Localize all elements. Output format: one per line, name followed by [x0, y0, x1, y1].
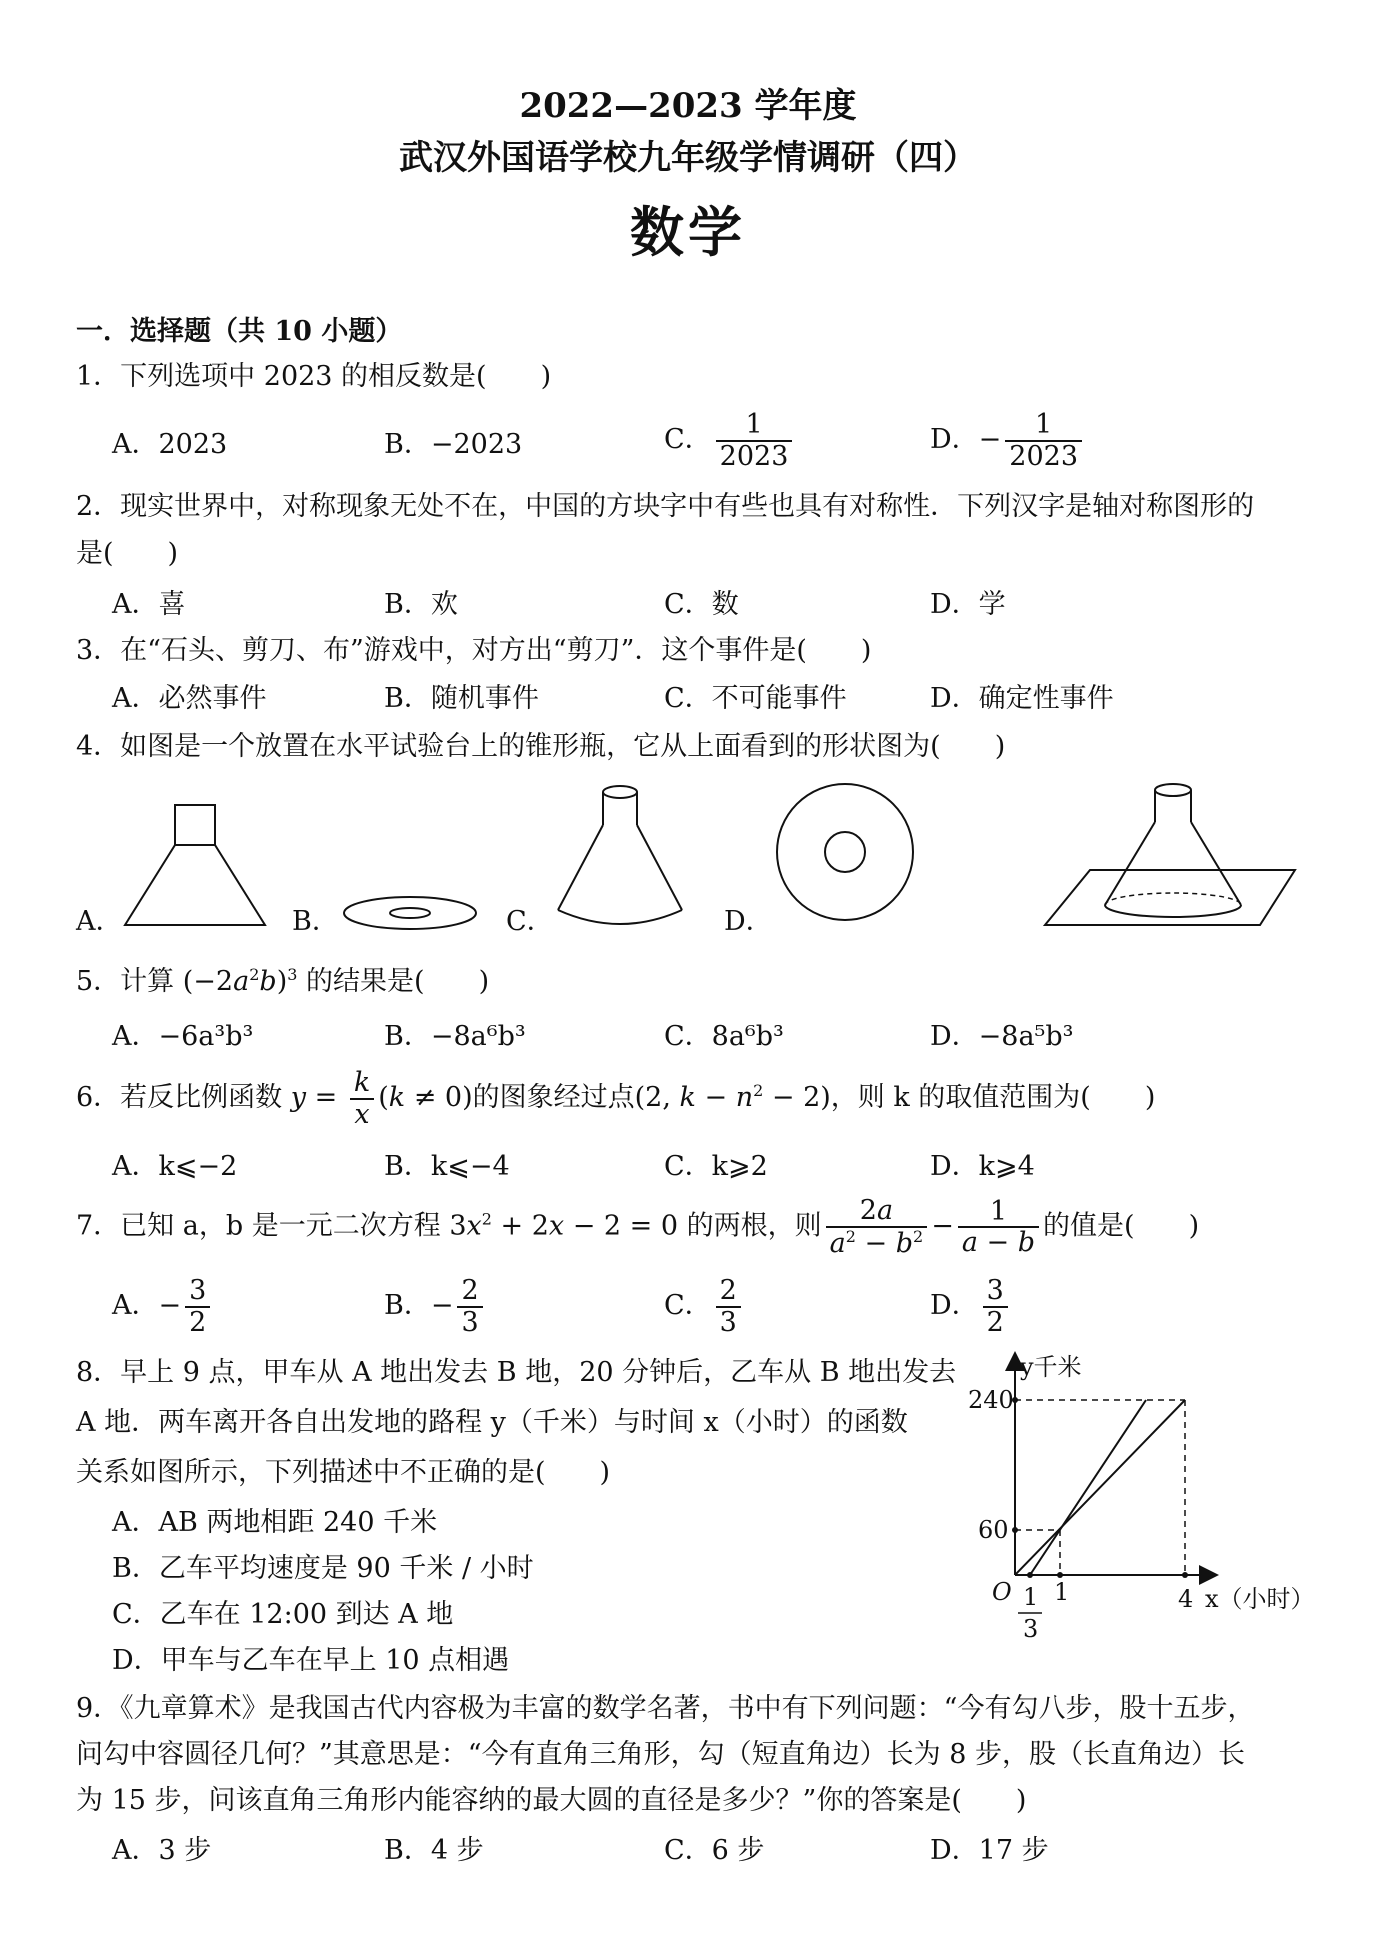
q7-fraction-1: $\frac{2a}{a^2 - b^2}$: [826, 1196, 928, 1258]
q1-c-fraction: $\frac{1}{2023}$: [716, 410, 793, 471]
q9-option-a: A．3 步: [112, 1835, 212, 1866]
q5-option-c: C．8a⁶b³: [664, 1021, 784, 1052]
q9-stem-line1: 9．《九章算术》是我国古代内容极为丰富的数学名著，书中有下列问题：“今有勾八步，股十五步，: [76, 1693, 1255, 1724]
q6-option-d: D．k⩾4: [930, 1151, 1035, 1182]
exam-title: 武汉外国语学校九年级学情调研（四）: [399, 138, 977, 178]
q3-option-a: A．必然事件: [112, 683, 267, 714]
q4-option-c: C．: [506, 906, 554, 937]
graph-y-axis-label: y千米: [1020, 1353, 1082, 1381]
q8-stem-line1: 8．早上 9 点，甲车从 A 地出发去 B 地，20 分钟后，乙车从 B 地出发去: [76, 1357, 957, 1388]
q5-option-a: A．−6a³b³: [112, 1021, 254, 1052]
q9-stem-line3: 为 15 步，问该直角三角形内能容纳的最大圆的直径是多少？”你的答案是( ): [76, 1785, 1027, 1816]
q1-option-c: C． $\frac{1}{2023}$: [664, 410, 796, 471]
q6-option-b: B．k⩽−4: [384, 1151, 510, 1182]
q4-figure-a: [120, 800, 270, 930]
q9-option-d: D．17 步: [930, 1835, 1049, 1866]
q3-option-d: D．确定性事件: [930, 683, 1114, 714]
q4-figure-c: [550, 780, 690, 930]
school-year: 2022—2023 学年度: [519, 86, 857, 126]
q7-option-b: B．− $\frac{2}{3}$: [384, 1276, 487, 1337]
q3-option-c: C．不可能事件: [664, 683, 847, 714]
q1-option-d: D．− $\frac{1}{2023}$: [930, 410, 1086, 471]
q4-option-d: D．: [724, 906, 773, 937]
q8-option-c: C．乙车在 12:00 到达 A 地: [112, 1599, 454, 1630]
q6-option-c: C．k⩾2: [664, 1151, 768, 1182]
q6-option-a: A．k⩽−2: [112, 1151, 238, 1182]
q3-option-b: B．随机事件: [384, 683, 539, 714]
q1-d-fraction: $\frac{1}{2023}$: [1005, 410, 1082, 471]
q4-figure-b: [340, 888, 490, 938]
q9-option-c: C．6 步: [664, 1835, 765, 1866]
section-heading: 一．选择题（共 10 小题）: [76, 316, 403, 347]
graph-tick-240: 240: [968, 1386, 1014, 1414]
q7-option-d: D． $\frac{3}{2}$: [930, 1276, 1012, 1337]
q2-stem-line1: 2．现实世界中，对称现象无处不在，中国的方块字中有些也具有对称性．下列汉字是轴对称图形的: [76, 491, 1255, 522]
q1-option-b: B．−2023: [384, 429, 523, 460]
q8-distance-time-graph: [960, 1345, 1315, 1650]
q7-option-c: C． $\frac{2}{3}$: [664, 1276, 745, 1337]
q8-stem-line2: A 地．两车离开各自出发地的路程 y（千米）与时间 x（小时）的函数: [76, 1407, 908, 1438]
q7-stem: 7．已知 a，b 是一元二次方程 $3x^2 + 2x - 2 = 0$ 的两根，则 $\frac{2a}{a^2 - b^2}$ − $\frac{1}{a - b}$ 的值是( ): [76, 1195, 1200, 1259]
q5-option-b: B．−8a⁶b³: [384, 1021, 526, 1052]
q8-option-a: A．AB 两地相距 240 千米: [112, 1507, 438, 1538]
q6-stem: 6．若反比例函数 y = $\frac{k}{x}$ (k ≠ 0)的图象经过点(2, $k - n^2 - 2$)，则 k 的取值范围为( ): [76, 1067, 1156, 1130]
graph-tick-60: 60: [978, 1516, 1009, 1544]
q2-option-d: D．学: [930, 589, 1006, 620]
q1-stem: 1．下列选项中 2023 的相反数是( ): [76, 361, 552, 392]
q2-stem-line2: 是( ): [76, 538, 179, 569]
graph-tick-third-den: 3: [1023, 1615, 1039, 1643]
q8-option-b: B．乙车平均速度是 90 千米 / 小时: [112, 1553, 534, 1584]
q8-stem-line3: 关系如图所示，下列描述中不正确的是( ): [76, 1457, 611, 1488]
q7-option-a: A．− $\frac{3}{2}$: [112, 1276, 214, 1337]
q4-stem: 4．如图是一个放置在水平试验台上的锥形瓶，它从上面看到的形状图为( ): [76, 731, 1006, 762]
q9-option-b: B．4 步: [384, 1835, 484, 1866]
graph-tick-third-num: 1: [1023, 1583, 1039, 1611]
q1-option-a: A．2023: [112, 429, 228, 460]
q2-option-a: A．喜: [112, 589, 186, 620]
graph-tick-1: 1: [1054, 1578, 1070, 1606]
q4-option-b: B．: [292, 906, 339, 937]
q7-fraction-2: $\frac{1}{a - b}$: [958, 1197, 1039, 1258]
q5-stem: 5．计算 $(-2a^2b)^3$ 的结果是( ): [76, 965, 490, 997]
q9-stem-line2: 问勾中容圆径几何？”其意思是：“今有直角三角形，勾（短直角边）长为 8 步，股（长直角边）长: [76, 1739, 1245, 1770]
q4-option-a: A．: [76, 906, 123, 937]
q6-k-over-x: $\frac{k}{x}$: [350, 1068, 374, 1129]
graph-tick-4: 4: [1178, 1585, 1194, 1613]
q4-figure-d: [775, 780, 920, 925]
q3-stem: 3．在“石头、剪刀、布”游戏中，对方出“剪刀”．这个事件是( ): [76, 635, 872, 666]
graph-line-car-b: [1030, 1400, 1146, 1575]
q5-option-d: D．−8a⁵b³: [930, 1021, 1074, 1052]
graph-origin-label: O: [992, 1578, 1012, 1606]
subject-title: 数学: [630, 200, 746, 264]
graph-x-axis-label: x（小时）: [1205, 1585, 1315, 1613]
graph-line-car-a: [1015, 1400, 1185, 1575]
q2-option-c: C．数: [664, 589, 739, 620]
q8-option-d: D．甲车与乙车在早上 10 点相遇: [112, 1645, 510, 1676]
q4-original-flask-figure: [1045, 780, 1295, 930]
q2-option-b: B．欢: [384, 589, 458, 620]
